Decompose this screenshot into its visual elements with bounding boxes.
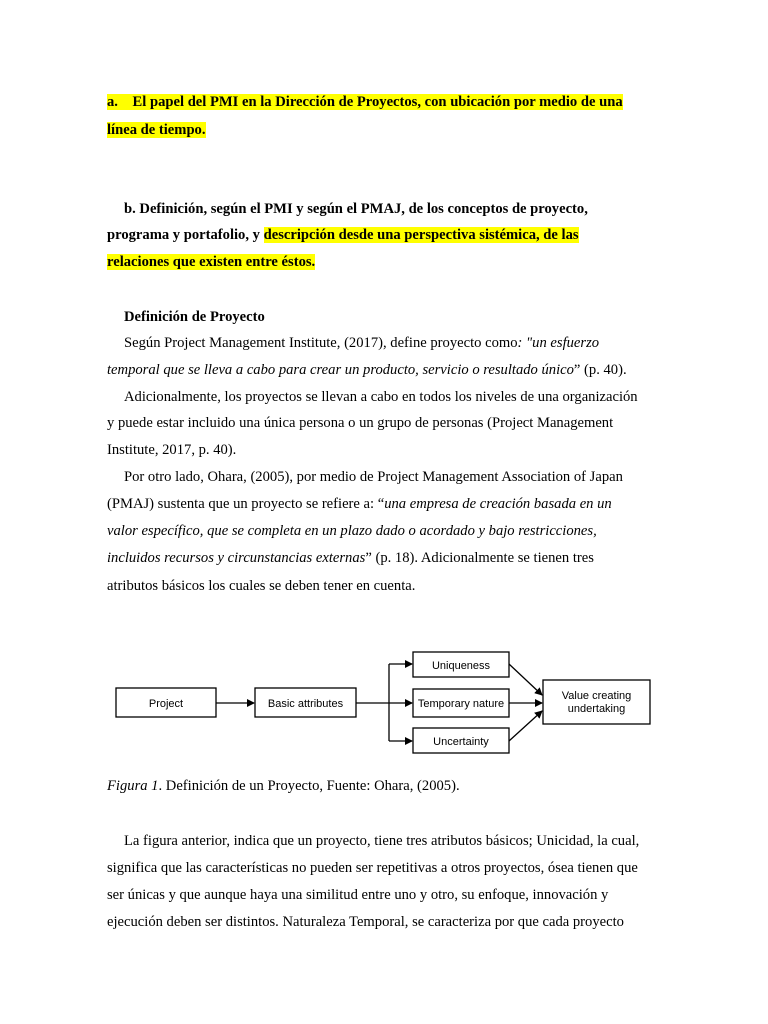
para2-line2: y puede estar incluido una única persona o un grupo de personas (Project Management <box>107 415 614 431</box>
figure-caption: Figura 1. Definición de un Proyecto, Fuente: Ohara, (2005). <box>107 778 460 794</box>
arrow-uncertainty-result <box>509 711 542 741</box>
para3-line2: (PMAJ) sustenta que un proyecto se refiere a: “una empresa de creación basada en un <box>107 496 612 512</box>
heading-a-line2: línea de tiempo. <box>107 122 206 138</box>
para3-line4: incluidos recursos y circunstancias externas” (p. 18). Adicionalmente se tienen tres <box>107 550 594 566</box>
heading-b-line3: relaciones que existen entre éstos. <box>107 254 316 270</box>
value-creating-box <box>543 680 650 724</box>
para1-line1: Según Project Management Institute, (2017), define proyecto como: "un esfuerzo <box>124 335 600 351</box>
temporary-nature-label: Temporary nature <box>417 698 505 710</box>
para3-line5: atributos básicos los cuales se deben tener en cuenta. <box>107 578 416 594</box>
para4-line1: La figura anterior, indica que un proyecto, tiene tres atributos básicos; Unicidad, la cual, <box>124 833 640 849</box>
para1-line2: temporal que se lleva a cabo para crear un producto, servicio o resultado único” (p. 40). <box>107 362 627 378</box>
heading-b-line1: b. Definición, según el PMI y según el PMAJ, de los conceptos de proyecto, <box>124 201 588 217</box>
value-creating-label-1: Value creating <box>561 690 632 702</box>
heading-a-text: El papel del PMI en la Dirección de Proyectos, con ubicación por medio de una <box>132 94 623 110</box>
para3-line1: Por otro lado, Ohara, (2005), por medio de Project Management Association of Japan <box>124 469 623 485</box>
para3-line3: valor específico, que se completa en un plazo dado o acordado y bajo restricciones, <box>107 523 597 539</box>
section-title: Definición de Proyecto <box>124 309 265 325</box>
arrow-uniqueness-result <box>509 664 542 695</box>
project-label: Project <box>148 698 184 710</box>
value-creating-label-2: undertaking <box>567 703 626 715</box>
para2-line1: Adicionalmente, los proyectos se llevan a cabo en todos los niveles de una organización <box>124 389 638 405</box>
project-attributes-diagram <box>0 640 768 765</box>
uncertainty-label: Uncertainty <box>433 736 489 748</box>
para4-line4: ejecución deben ser distintos. Naturaleza Temporal, se caracteriza por que cada proyecto <box>107 914 624 930</box>
uniqueness-label: Uniqueness <box>431 660 491 672</box>
para4-line3: ser únicas y que aunque haya una similitud entre uno y otro, su enfoque, innovación y <box>107 887 609 903</box>
para4-line2: significa que las características no pueden ser repetitivas a otros proyectos, ósea tienen que <box>107 860 638 876</box>
heading-a-line1 <box>107 92 623 112</box>
para2-line3: Institute, 2017, p. 40). <box>107 442 237 458</box>
heading-a-marker: a. <box>107 94 118 110</box>
basic-attributes-label: Basic attributes <box>267 698 344 710</box>
heading-b-line2: programa y portafolio, y descripción desde una perspectiva sistémica, de las <box>107 227 579 243</box>
